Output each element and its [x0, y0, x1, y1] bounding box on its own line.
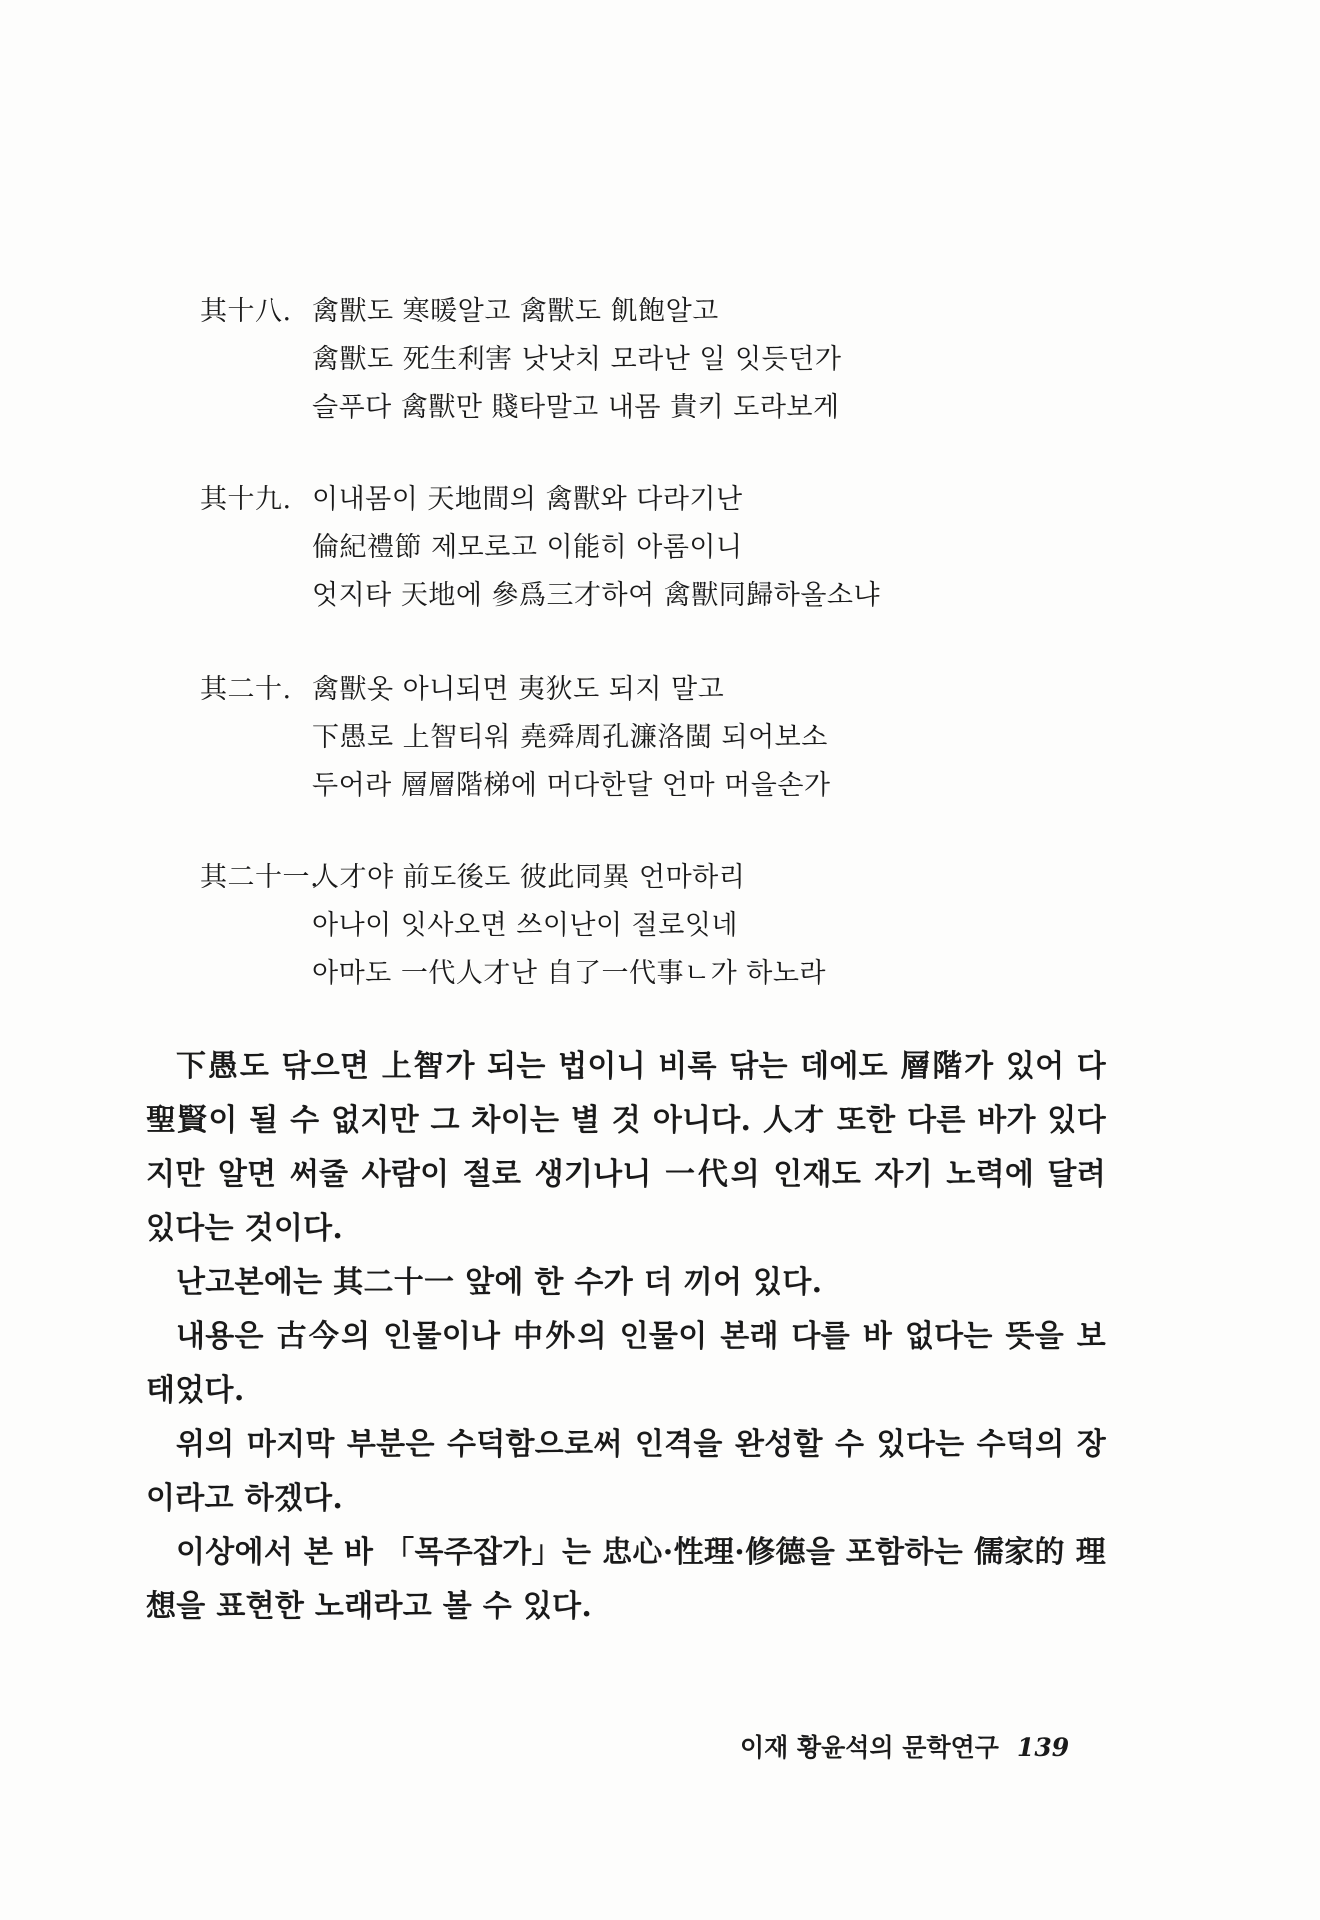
poem-stanza-20	[200, 666, 1180, 810]
poem-line	[200, 854, 1180, 902]
poem-line	[200, 288, 1180, 336]
paragraph: 이상에서 본 바 「목주잡가」는 忠心·性理·修德을 포함하는 儒家的 理想을 표현한 노래라고 볼 수 있다.	[146, 1535, 1106, 1624]
page-number: 139	[1016, 1733, 1070, 1762]
stanza-number: 其十九.	[200, 484, 292, 515]
paragraph: 난고본에는 其二十一 앞에 한 수가 더 끼어 있다.	[176, 1265, 823, 1300]
poem-line-text: 아마도 一代人才난 自了一代事ㄴ가 하노라	[312, 958, 826, 989]
poem-line-text: 人才야 前도後도 彼此同異 언마하리	[312, 862, 746, 893]
commentary	[146, 1040, 1106, 1634]
stanza-number: 其二十一.	[200, 862, 320, 893]
poem-stanza-21	[200, 854, 1180, 998]
stanza-number: 其二十.	[200, 674, 292, 705]
poem-line-text: 禽獸도 死生利害 낫낫치 모라난 일 잇듯던가	[312, 344, 842, 375]
poem-line-text: 두어라 層層階梯에 머다한달 언마 머을손가	[312, 770, 831, 801]
page-footer	[740, 1728, 1100, 1764]
poem-line-text: 下愚로 上智티워 堯舜周孔濂洛閩 되어보소	[312, 722, 828, 753]
paragraph: 내용은 古今의 인물이나 中外의 인물이 본래 다를 바 없다는 뜻을 보태었다.	[146, 1319, 1106, 1408]
poem-line	[200, 666, 1180, 714]
running-title: 이재 황윤석의 문학연구	[740, 1733, 999, 1762]
poem-line-text: 倫紀禮節 제모로고 이能히 아롬이니	[312, 532, 743, 563]
poem-line	[200, 476, 1180, 524]
poem-line-text: 禽獸옷 아니되면 夷狄도 되지 말고	[312, 674, 725, 705]
poem-line-text: 禽獸도 寒暖알고 禽獸도 飢飽알고	[312, 296, 719, 327]
poem-line-text: 아나이 잇사오면 쓰이난이 절로잇네	[312, 910, 738, 941]
stanza-number: 其十八.	[200, 296, 292, 327]
paragraph: 위의 마지막 부분은 수덕함으로써 인격을 완성할 수 있다는 수덕의 장이라고 하겠다.	[146, 1427, 1106, 1516]
poem-stanza-19	[200, 476, 1180, 620]
poem-line-text: 슬푸다 禽獸만 賤타말고 내몸 貴키 도라보게	[312, 392, 840, 423]
poem-line-text: 이내몸이 天地間의 禽獸와 다라기난	[312, 484, 743, 515]
paragraph: 下愚도 닦으면 上智가 되는 법이니 비록 닦는 데에도 層階가 있어 다 聖賢이 될 수 없지만 그 차이는 별 것 아니다. 人才 또한 다른 바가 있다지만 알면 써줄 사람이 절로 생기나니 一代의 인재도 자기 노력에 달려 있다는 것이다.	[146, 1049, 1106, 1246]
poem-line-text: 엇지타 天地에 參爲三才하여 禽獸同歸하올소냐	[312, 580, 881, 611]
poem-stanza-18	[200, 288, 1180, 432]
